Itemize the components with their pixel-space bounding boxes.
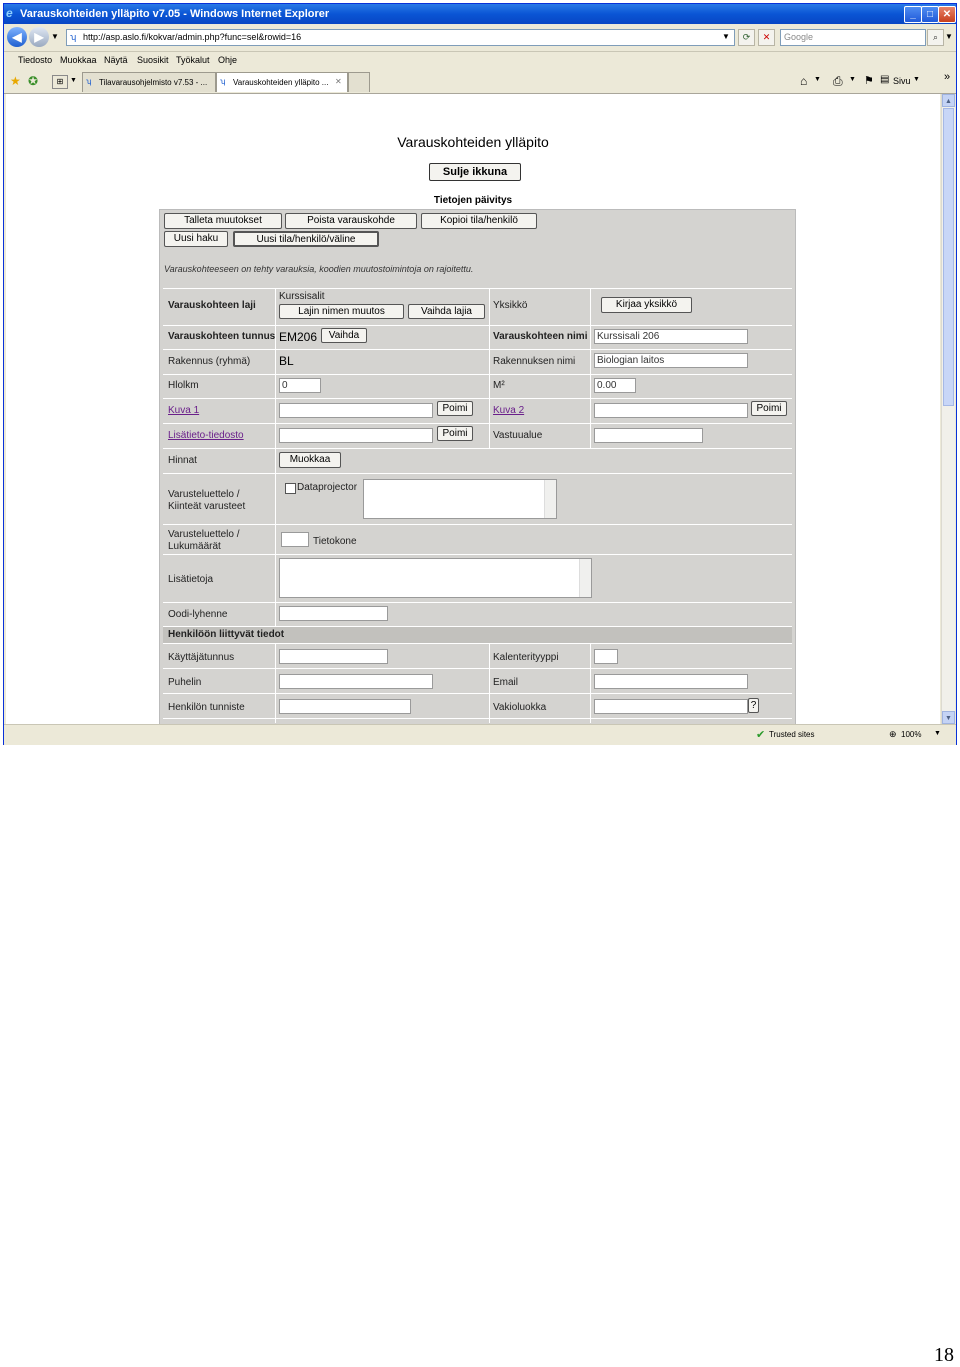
status-bar [4,724,956,745]
email-label: Email [493,677,519,688]
help-button[interactable]: ? [748,698,759,713]
browser-window [3,3,957,745]
person-id-input[interactable] [279,699,411,714]
tab-bar [4,69,956,94]
record-unit-button[interactable]: Kirjaa yksikkö [601,297,692,313]
username-label: Käyttäjätunnus [168,652,235,663]
search-icon[interactable]: ⌕ [927,29,944,46]
trusted-check-icon: ✔ [756,729,766,741]
default-class-input[interactable] [594,699,748,714]
dataprojector-label: Dataprojector [297,482,358,493]
home-icon[interactable]: ⌂ [800,74,808,88]
title-bar [4,4,956,24]
building-value: BL [279,354,294,368]
menu-view[interactable]: Näytä [104,55,128,65]
change-type-button[interactable]: Vaihda lajia [408,304,485,319]
oodi-label: Oodi-lyhenne [168,609,228,620]
type-value: Kurssisalit [279,291,325,302]
unit-label: Yksikkö [493,300,528,311]
fixed-equipment-textarea[interactable] [363,479,557,519]
tab-page-icon: ʮ [220,77,226,86]
menu-bar [4,51,956,69]
ie-logo-icon: e [6,6,13,20]
zoom-level[interactable]: 100% [901,730,922,739]
oodi-input[interactable] [279,606,388,621]
dataprojector-checkbox[interactable] [285,483,296,494]
calendar-type-label: Kalenterityyppi [493,652,559,663]
new-tab-button[interactable] [348,72,370,92]
security-zone: Trusted sites [769,730,815,739]
new-item-button[interactable]: Uusi tila/henkilö/väline [233,231,379,247]
menu-help[interactable]: Ohje [218,55,238,65]
address-bar[interactable] [66,29,735,46]
window-title: Varauskohteiden ylläpito v7.05 - Windows Internet Explorer [20,8,330,20]
minimize-button[interactable]: _ [904,6,922,23]
fixed-equipment-label-2: Kiinteät varusteet [168,501,246,512]
tab-list-icon[interactable]: ▼ [70,77,77,84]
prices-label: Hinnat [168,455,197,466]
search-options-icon[interactable]: ▼ [945,32,953,41]
responsibility-label: Vastuualue [493,430,543,441]
copy-item-button[interactable]: Kopioi tila/henkilö [421,213,537,229]
print-icon[interactable]: ⎙ [833,74,843,88]
scroll-thumb[interactable] [943,108,954,406]
pick-image1-button[interactable]: Poimi [437,401,473,416]
refresh-icon[interactable]: ⟳ [738,29,755,46]
edit-prices-button[interactable]: Muokkaa [279,452,341,468]
section-title: Tietojen päivitys [433,195,513,206]
favorites-star-icon[interactable]: ★ [10,74,21,88]
extra-info-label: Lisätietoja [168,574,214,585]
name-input[interactable]: Kurssisali 206 [594,329,748,344]
rename-type-button[interactable]: Lajin nimen muutos [279,304,404,319]
code-value: EM206 [279,330,318,344]
page-menu[interactable]: Sivu [893,76,911,86]
address-dropdown-icon[interactable]: ▼ [722,32,730,41]
count-equipment-label: Varusteluettelo / [168,529,240,540]
page-title: Varauskohteiden ylläpito [397,134,549,150]
image2-link[interactable]: Kuva 2 [493,405,525,416]
username-input[interactable] [279,649,388,664]
tab-label: Tilavarausohjelmisto v7.53 - ... [99,78,208,87]
search-input[interactable] [780,29,926,46]
restriction-note: Varauskohteeseen on tehty varauksia, koodien muutostoimintoja on rajoitettu. [164,264,474,274]
feeds-icon[interactable]: ⚑ [864,75,874,87]
responsibility-input[interactable] [594,428,703,443]
area-label: M² [493,380,505,391]
email-input[interactable] [594,674,748,689]
persons-label: Hlolkm [168,380,199,391]
name-label: Varauskohteen nimi [493,331,588,342]
print-dropdown-icon[interactable]: ▼ [849,76,856,83]
menu-tools[interactable]: Työkalut [176,55,210,65]
forward-button[interactable]: ▶ [29,27,49,47]
home-dropdown-icon[interactable]: ▼ [814,76,821,83]
computer-label: Tietokone [313,536,357,547]
image2-input[interactable] [594,403,748,418]
history-dropdown-icon[interactable]: ▼ [51,32,59,41]
address-toolbar [4,25,956,52]
new-search-button[interactable]: Uusi haku [164,231,228,247]
image1-input[interactable] [279,403,433,418]
add-favorite-icon[interactable]: ✪ [28,74,39,88]
zoom-dropdown-icon[interactable]: ▼ [934,730,941,737]
menu-favorites[interactable]: Suosikit [137,55,169,65]
delete-item-button[interactable]: Poista varauskohde [285,213,417,229]
page-content [6,94,940,724]
computer-count-input[interactable] [281,532,309,547]
default-class-label: Vakioluokka [493,702,547,713]
tab-label: Varauskohteiden ylläpito ... [233,78,329,87]
page-menu-dropdown-icon[interactable]: ▼ [913,76,920,83]
menu-file[interactable]: Tiedosto [18,55,53,65]
pick-image2-button[interactable]: Poimi [751,401,787,416]
extra-info-textarea[interactable] [279,558,592,598]
page-menu-icon[interactable]: ▤ [880,74,890,85]
zoom-icon[interactable]: ⊕ [889,729,897,739]
fixed-equipment-label: Varusteluettelo / [168,489,240,500]
back-button[interactable]: ◀ [7,27,27,47]
change-code-button[interactable]: Vaihda [321,328,367,343]
building-label: Rakennus (ryhmä) [168,356,251,367]
address-url: http://asp.aslo.fi/kokvar/admin.php?func=sel&rowid=16 [83,32,302,42]
close-window-button[interactable]: Sulje ikkuna [429,163,521,181]
building-name-label: Rakennuksen nimi [493,356,576,367]
menu-edit[interactable]: Muokkaa [60,55,97,65]
building-name-input[interactable]: Biologian laitos [594,353,748,368]
tab-close-icon[interactable]: ✕ [335,77,342,86]
close-button[interactable]: ✕ [938,6,956,23]
search-placeholder: Google [784,32,814,42]
form-panel [159,209,796,724]
stop-icon[interactable]: ✕ [758,29,775,46]
person-section-title: Henkilöön liittyvät tiedot [168,629,285,640]
area-input[interactable]: 0.00 [594,378,636,393]
vertical-scrollbar[interactable] [941,94,955,724]
image1-link[interactable]: Kuva 1 [168,405,200,416]
persons-input[interactable]: 0 [279,378,321,393]
scroll-down-icon[interactable]: ▼ [942,711,955,724]
phone-input[interactable] [279,674,433,689]
textarea-scrollbar[interactable] [544,480,556,518]
pick-attachment-button[interactable]: Poimi [437,426,473,441]
phone-label: Puhelin [168,677,202,688]
quick-tabs-icon[interactable]: ⊞ [52,75,68,89]
code-label: Varauskohteen tunnus [168,331,276,342]
page-icon: ʮ [70,32,77,42]
tab-page-icon: ʮ [86,77,92,86]
calendar-type-input[interactable] [594,649,618,664]
person-id-label: Henkilön tunniste [168,702,245,713]
maximize-button[interactable]: □ [921,6,939,23]
save-changes-button[interactable]: Talleta muutokset [164,213,282,229]
textarea-scrollbar[interactable] [579,559,591,597]
count-equipment-label-2: Lukumäärät [168,541,221,552]
attachment-input[interactable] [279,428,433,443]
scroll-up-icon[interactable]: ▲ [942,94,955,107]
attachment-link[interactable]: Lisätieto-tiedosto [168,430,244,441]
toolbar-more-icon[interactable]: » [944,71,951,83]
tab-tilavaraus[interactable] [82,72,216,92]
type-label: Varauskohteen laji [168,300,256,311]
page-number: 18 [934,1344,954,1366]
tab-varauskohteet[interactable] [216,72,348,92]
